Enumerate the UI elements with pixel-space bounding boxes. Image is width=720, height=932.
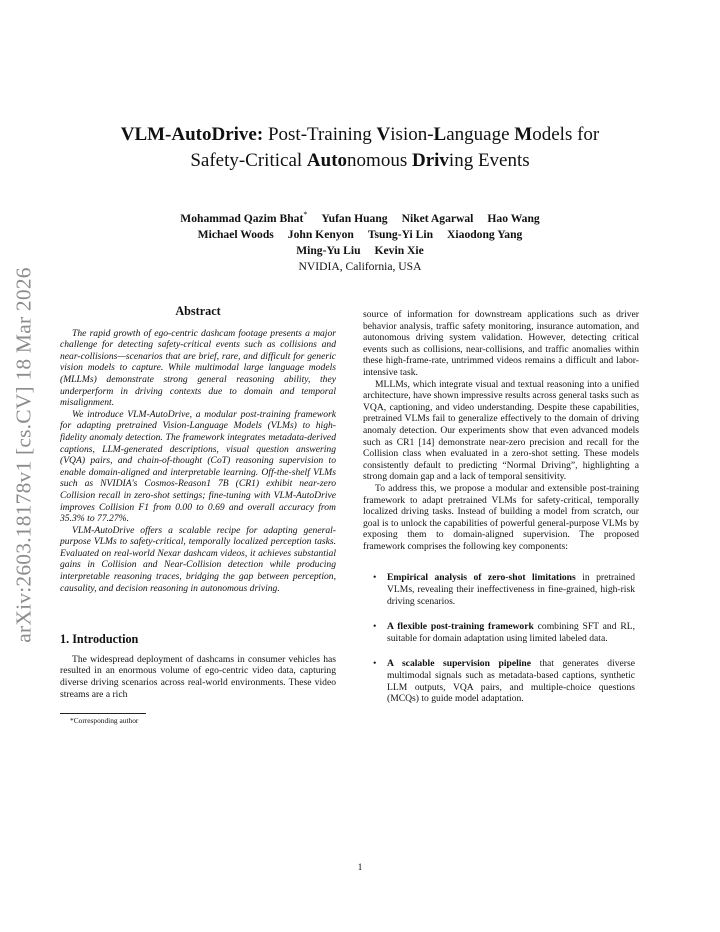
author-name: Michael Woods bbox=[197, 227, 274, 241]
body-paragraph: MLLMs, which integrate visual and textual reasoning into a unified architecture, have shown impressive results across general tasks such as VQA, captioning, and video understanding. Despite these capabilities, pretrained VLMs fail to generalize effectively to the domain of driving anomaly detection. Our experiments show that even advanced models such as CR1 [14] demonstrate near-zero precision and recall for the Collision class when evaluated in a zero-shot setting. These models consistently default to predicting “Normal Driving”, highlighting a strong domain gap and a lack of temporal sensitivity. bbox=[363, 378, 639, 483]
title-segment: anguage bbox=[446, 124, 515, 145]
author-name: Hao Wang bbox=[487, 211, 540, 225]
title-segment: Post-Training bbox=[263, 124, 377, 145]
list-item bbox=[363, 572, 639, 607]
list-item bbox=[363, 658, 639, 704]
intro-paragraph: The widespread deployment of dashcams in consumer vehicles has resulted in an enormous volume of ego-centric video data, capturing diverse driving scenarios across real-world environments. These video streams are a rich bbox=[60, 653, 336, 700]
bullet-lead: A scalable supervision pipeline bbox=[387, 658, 532, 670]
contribution-list bbox=[363, 572, 639, 704]
author-name: Mohammad Qazim Bhat* bbox=[180, 210, 308, 225]
bullet-icon: • bbox=[373, 658, 377, 670]
title-line-1 bbox=[60, 122, 660, 148]
title-segment: M bbox=[514, 124, 533, 145]
title-segment: nomous bbox=[347, 150, 412, 171]
bullet-text: that generates diverse multimodal signals such as metadata-based captions, synthetic LLM outputs, VQA pairs, and multiple-choice questions (MCQs) to guide model adaptation. bbox=[387, 658, 635, 705]
title-segment: ing Events bbox=[448, 150, 530, 171]
abstract-paragraph: VLM-AutoDrive offers a scalable recipe for adapting general-purpose VLMs to safety-critical, temporally localized perception tasks. Evaluated on real-world Nexar dashcam videos, it achieves substantial gains in Collision and Near-Collision detection while producing interpretable reasoning traces, bridging the gap between perception, causality, and decision reasoning in autonomous driving. bbox=[60, 524, 336, 594]
author-row bbox=[80, 207, 640, 227]
left-column bbox=[60, 306, 336, 725]
author-name: Kevin Xie bbox=[374, 243, 424, 257]
author-name: Tsung-Yi Lin bbox=[367, 227, 434, 241]
arxiv-stamp bbox=[2, 0, 46, 932]
abstract-heading: Abstract bbox=[175, 304, 221, 318]
author-list bbox=[80, 207, 640, 259]
abstract-paragraph: We introduce VLM-AutoDrive, a modular post-training framework for adapting pretrained Vision-Language Models (VLMs) to high-fidelity anomaly detection. The framework integrates metadata-derived captions, LLM-generated descriptions, visual question answering (VQA) pairs, and chain-of-thought (CoT) reasoning supervision to enable domain-aligned and interpretable learning. Off-the-shelf VLMs such as NVIDIA's Cosmos-Reason1 7B (CR1) exhibit near-zero Collision recall in zero-shot settings; fine-tuning with VLM-AutoDrive improves Collision F1 from 0.00 to 0.69 and overall accuracy from 35.3% to 77.27%. bbox=[60, 408, 336, 525]
title-line-2 bbox=[60, 148, 660, 174]
arxiv-identifier: arXiv:2603.18178v1 [cs.CV] 18 Mar 2026 bbox=[11, 267, 36, 643]
title-segment: odels for bbox=[532, 124, 600, 145]
bullet-text: in pretrained VLMs, revealing their ineffectiveness in fine-grained, high-risk driving scenarios. bbox=[387, 572, 635, 607]
author-name: Yufan Huang bbox=[321, 211, 388, 225]
author-name: Ming-Yu Liu bbox=[296, 243, 361, 257]
body-paragraph: To address this, we propose a modular and extensible post-training framework to adapt pretrained VLMs for safety-critical, temporally localized driving tasks. Instead of building a model from scratch, our goal is to unlock the capabilities of powerful general-purpose VLMs by exposing them to domain-aligned supervision. The proposed framework comprises the following key components: bbox=[363, 482, 639, 552]
footnote: *Corresponding author bbox=[70, 716, 139, 726]
footnote-divider bbox=[60, 713, 146, 714]
list-item bbox=[363, 621, 639, 644]
title-segment: ision- bbox=[390, 124, 434, 145]
title-segment: Auto bbox=[306, 150, 348, 171]
title-segment: V bbox=[376, 124, 391, 145]
author-row bbox=[80, 243, 640, 259]
page-number: 1 bbox=[357, 862, 363, 873]
section-heading-introduction: 1. Introduction bbox=[60, 632, 139, 647]
author-name: Niket Agarwal bbox=[401, 211, 474, 225]
bullet-text: combining SFT and RL, suitable for domain adaptation using limited labeled data. bbox=[387, 621, 636, 644]
bullet-lead: A flexible post-training framework bbox=[387, 621, 534, 633]
author-row bbox=[80, 227, 640, 243]
body-paragraph: source of information for downstream applications such as driver behavior analysis, traffic safety monitoring, insurance automation, and autonomous driving system validation. However, detecting critical events such as collisions, near-collisions, and traffic anomalies within these high-frame-rate, untrimmed videos remains a difficult and labor-intensive task. bbox=[363, 309, 639, 378]
title-segment: Driv bbox=[411, 150, 449, 171]
right-column bbox=[363, 309, 639, 719]
author-name: John Kenyon bbox=[287, 227, 354, 241]
bullet-lead: Empirical analysis of zero-shot limitations bbox=[387, 572, 576, 584]
bullet-icon: • bbox=[373, 572, 377, 584]
title-segment: Safety-Critical bbox=[190, 150, 307, 171]
title-segment: VLM-AutoDrive: bbox=[120, 124, 264, 145]
corresponding-author-mark: * bbox=[303, 210, 308, 219]
author-name: Xiaodong Yang bbox=[447, 227, 523, 241]
paper-title bbox=[60, 122, 660, 174]
affiliation: NVIDIA, California, USA bbox=[298, 260, 422, 273]
bullet-icon: • bbox=[373, 621, 377, 633]
abstract-paragraph: The rapid growth of ego-centric dashcam footage presents a major challenge for detecting safety-critical events such as collisions and near-collisions—scenarios that are brief, rare, and difficult for generic vision models to capture. While multimodal large language models (MLLMs) demonstrate strong general reasoning ability, they underperform in driving contexts due to domain and temporal misalignment. bbox=[60, 327, 336, 409]
title-segment: L bbox=[433, 124, 447, 145]
